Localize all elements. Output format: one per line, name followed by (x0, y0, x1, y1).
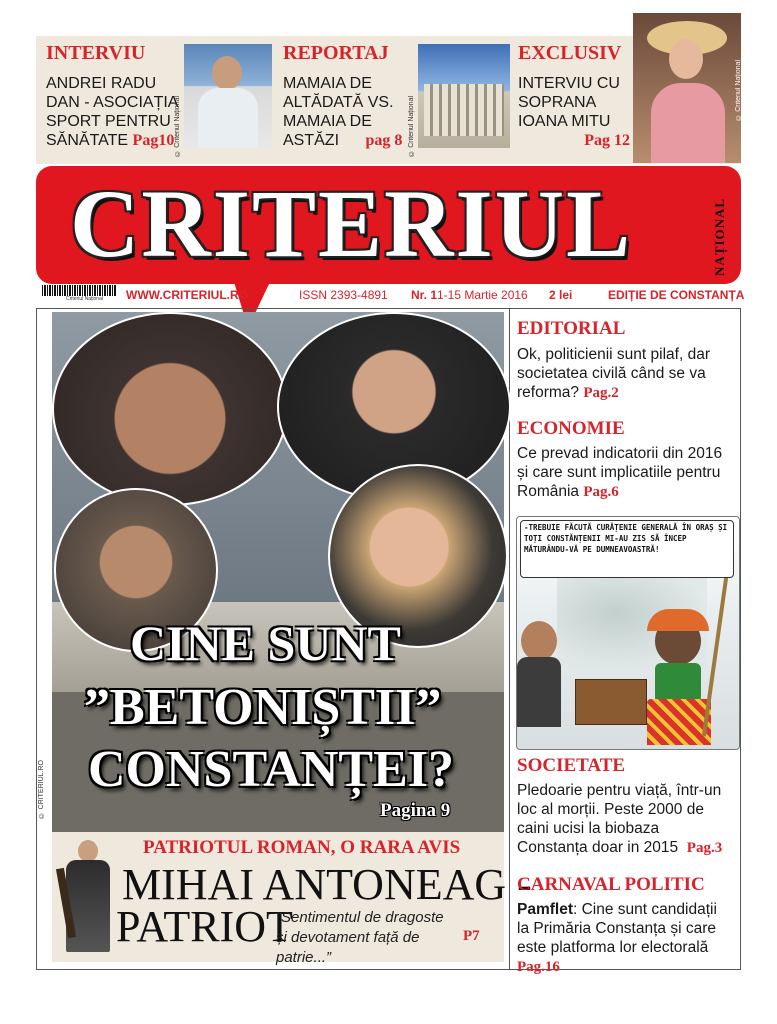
barcode (42, 285, 116, 296)
issue-date: 1-15 Martie 2016 (437, 288, 528, 302)
teaser-line: SPORT PENTRU (46, 113, 171, 130)
sidebar-page: Pag.2 (583, 385, 619, 401)
masthead-subtitle: NAȚIONAL (712, 197, 727, 276)
sidebar-page: Pag.16 (517, 959, 560, 975)
teaser-interviu-photo[interactable] (184, 44, 272, 148)
teaser-line: MAMAIA DE (283, 75, 372, 92)
issue-number: Nr. 1 (411, 288, 438, 302)
teaser-line: INTERVIU CU (518, 75, 620, 92)
sidebar-text: Ok, politicienii sunt pilaf, dar societatea civilă când se va reforma? (517, 346, 710, 401)
cover-headline-line1[interactable]: CINE SUNT (130, 615, 401, 671)
teaser-reportaj-section: REPORTAJ (283, 42, 389, 64)
teaser-exclusiv-section: EXCLUSIV (518, 42, 622, 64)
sidebar-economie-text[interactable] (517, 444, 737, 502)
teaser-line: ASTĂZI (283, 132, 340, 149)
cartoon-speech-text: -TREBUIE FĂCUTĂ CURĂȚENIE GENERALĂ ÎN ORAȘ ȘI TOȚI CONSTĂNȚENII MI-AU ZIS SĂ ÎNCEP MĂTURÂNDU-VĂ PE DUMNEAVOASTRĂ! (524, 523, 728, 554)
patriot-kicker[interactable]: PATRIOTUL ROMAN, O RARA AVIS (143, 837, 461, 858)
sidebar-editorial-text[interactable] (517, 345, 732, 403)
teaser-photo-credit: © Criteriul Național (408, 96, 415, 157)
teaser-page: Pag 12 (584, 132, 630, 149)
teaser-interviu-text[interactable] (46, 74, 186, 150)
face-photo (52, 312, 288, 506)
sidebar-page: Pag.3 (686, 840, 723, 856)
sidebar-text: : Cine sunt candidații la Primăria Constanța și care este platforma lor electorală (517, 901, 717, 956)
teaser-line: IOANA MITU (518, 113, 611, 130)
teaser-line: SOPRANA (518, 94, 597, 111)
teaser-exclusiv-text[interactable] (518, 74, 638, 150)
patriot-quote: ”Sentimentul de dragoste și devotament față de patrie...” (276, 909, 444, 966)
teaser-line: SĂNĂTATE (46, 132, 129, 149)
sidebar-text: Ce prevad indicatorii din 2016 și care sunt implicatiile pentru România (517, 445, 723, 500)
cover-photo-credit: © CRITERIUL.RO (38, 760, 45, 819)
patriot-page[interactable]: P7 (463, 928, 480, 944)
website-link[interactable]: WWW.CRITERIUL.RO (126, 288, 248, 302)
teaser-photo-credit: © Criteriul Național (735, 60, 742, 121)
sidebar-page: Pag.6 (583, 484, 619, 500)
sidebar-text: Pledoarie pentru viață, într-un loc al morții. Peste 2000 de caini ucisi la biobaza Constanța doar in 2015 (517, 782, 722, 856)
sidebar-societate-text[interactable] (517, 781, 732, 858)
issn: ISSN 2393-4891 (299, 288, 388, 302)
teaser-photo-credit: © Criteriul Național (174, 96, 181, 157)
patriot-figure[interactable] (58, 838, 116, 958)
masthead-logo[interactable]: CRITERIUL (70, 170, 633, 277)
cover-page-ref[interactable]: Pagina 9 (380, 800, 451, 821)
teaser-reportaj-text[interactable] (283, 74, 423, 150)
teaser-exclusiv-photo[interactable] (633, 13, 741, 163)
patriot-headline-line2[interactable]: PATRIOT (116, 902, 293, 951)
edition: EDIȚIE DE CONSTANȚA (608, 288, 745, 302)
patriot-headline-line1[interactable]: MIHAI ANTONEAG - (122, 860, 532, 909)
sidebar-carnaval-title[interactable]: CARNAVAL POLITIC (517, 874, 705, 895)
barcode-caption: Criteriul Național (66, 296, 103, 302)
sidebar-economie-title[interactable]: ECONOMIE (517, 418, 625, 439)
teaser-line: MAMAIA DE (283, 113, 372, 130)
sidebar-societate-title[interactable]: SOCIETATE (517, 755, 626, 776)
teaser-line: ALTĂDATĂ VS. (283, 94, 394, 111)
sidebar-carnaval-text[interactable] (517, 900, 732, 977)
teaser-reportaj-photo[interactable] (418, 44, 510, 148)
teaser-line: DAN - ASOCIAȚIA (46, 94, 179, 111)
price: 2 lei (549, 288, 573, 302)
teaser-interviu-section: INTERVIU (46, 42, 146, 64)
cover-headline-line3[interactable]: CONSTANȚEI? (88, 741, 455, 798)
teaser-line: ANDREI RADU (46, 75, 157, 92)
cover-headline-line2[interactable]: ”BETONIȘTII” (84, 679, 442, 736)
teaser-page: Pag10 (132, 132, 175, 149)
sidebar-editorial-title[interactable]: EDITORIAL (517, 318, 626, 339)
teaser-page: pag 8 (365, 132, 403, 149)
sidebar-label: Pamflet (517, 901, 573, 918)
